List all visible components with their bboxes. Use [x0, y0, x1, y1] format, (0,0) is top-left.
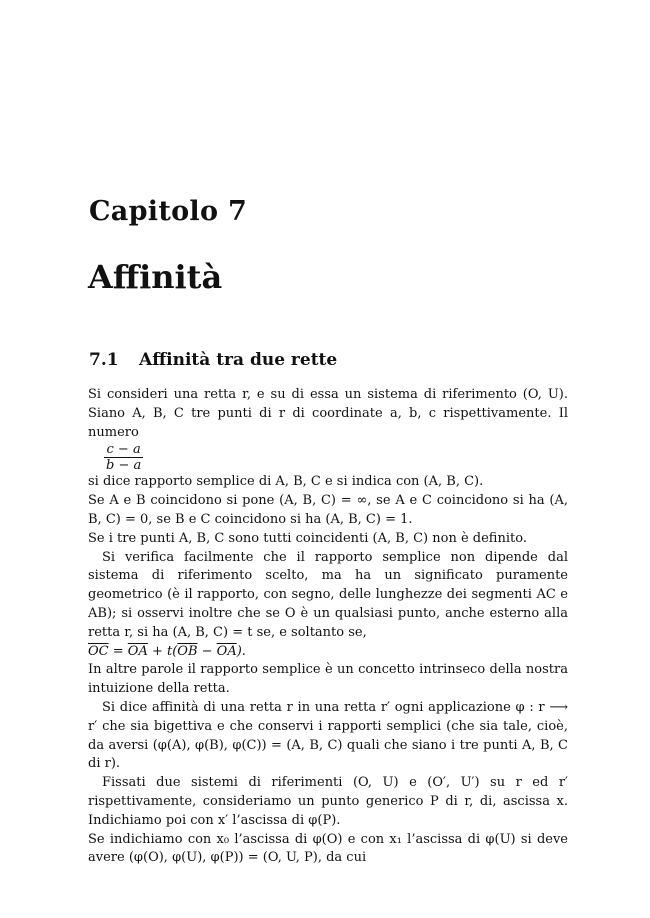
paragraph: In altre parole il rapporto semplice è un concetto intrinseco della nostra intuizione della retta.	[88, 662, 568, 697]
section-title: Affinità tra due rette	[139, 350, 338, 370]
body-text	[88, 386, 568, 868]
vector-formula	[88, 643, 568, 662]
paragraph: Si dice affinità di una retta r in una retta r′ ogni applicazione φ : r ⟶ r′ che sia bigettiva e che conservi i rapporti semplici (che sia tale, cioè, da aversi (φ(A), φ(B), φ(C)) = (A, B, C) quali che siano i tre punti A, B, C di r).	[88, 699, 568, 772]
formula-plus-t: + t(	[147, 643, 178, 659]
paragraph: Se i tre punti A, B, C sono tutti coincidenti (A, B, C) non è definito.	[88, 530, 527, 546]
paragraph: si dice rapporto semplice di A, B, C e si indica con (A, B, C).	[88, 474, 484, 490]
vector-oc: $\overline{OC}$	[88, 643, 109, 659]
formula-close: ).	[236, 643, 246, 659]
section-number: 7.1	[89, 350, 119, 370]
vector-oa-2: $\overline{OA}$	[216, 643, 237, 659]
chapter-title: Affinità	[88, 258, 223, 296]
section-heading	[89, 350, 337, 370]
paragraph: Se A e B coincidono si pone (A, B, C) = ∞, se A e C coincidono si ha (A, B, C) = 0, se B e C coincidono si ha (A, B, C) = 1.	[88, 493, 568, 527]
fraction-denominator: b − a	[106, 458, 142, 474]
vector-oa: $\overline{OA}$	[127, 643, 148, 659]
paragraph: Si verifica facilmente che il rapporto semplice non dipende dal sistema di riferimento scelto, ma ha un significato puramente geometrico (è il rapporto, con segno, delle lunghezze dei segmenti AC e AB); si osservi inoltre che se O è un qualsiasi punto, anche esterno alla retta r, si ha (A, B, C) = t se, e soltanto se,	[88, 549, 568, 640]
paragraph: Se indichiamo con x₀ l’ascissa di φ(O) e con x₁ l’ascissa di φ(U) si deve avere (φ(O), φ(U), φ(P)) = (O, U, P), da cui	[88, 831, 568, 866]
formula-minus: −	[197, 643, 217, 659]
vector-ob: $\overline{OB}$	[177, 643, 198, 659]
fraction-numerator: c − a	[104, 442, 143, 458]
simple-ratio-fraction	[104, 442, 143, 473]
paragraph: Si consideri una retta r, e su di essa un sistema di riferimento (O, U). Siano A, B, C tre punti di r di coordinate a, b, c rispettivamente. Il numero	[88, 387, 568, 440]
formula-eq: =	[108, 643, 128, 659]
paragraph: Fissati due sistemi di riferimenti (O, U) e (O′, U′) su r ed r′ rispettivamente, consideriamo un punto generico P di r, di, ascissa x. Indichiamo poi con x′ l’ascissa di φ(P).	[88, 775, 568, 828]
chapter-label: Capitolo 7	[89, 196, 248, 227]
